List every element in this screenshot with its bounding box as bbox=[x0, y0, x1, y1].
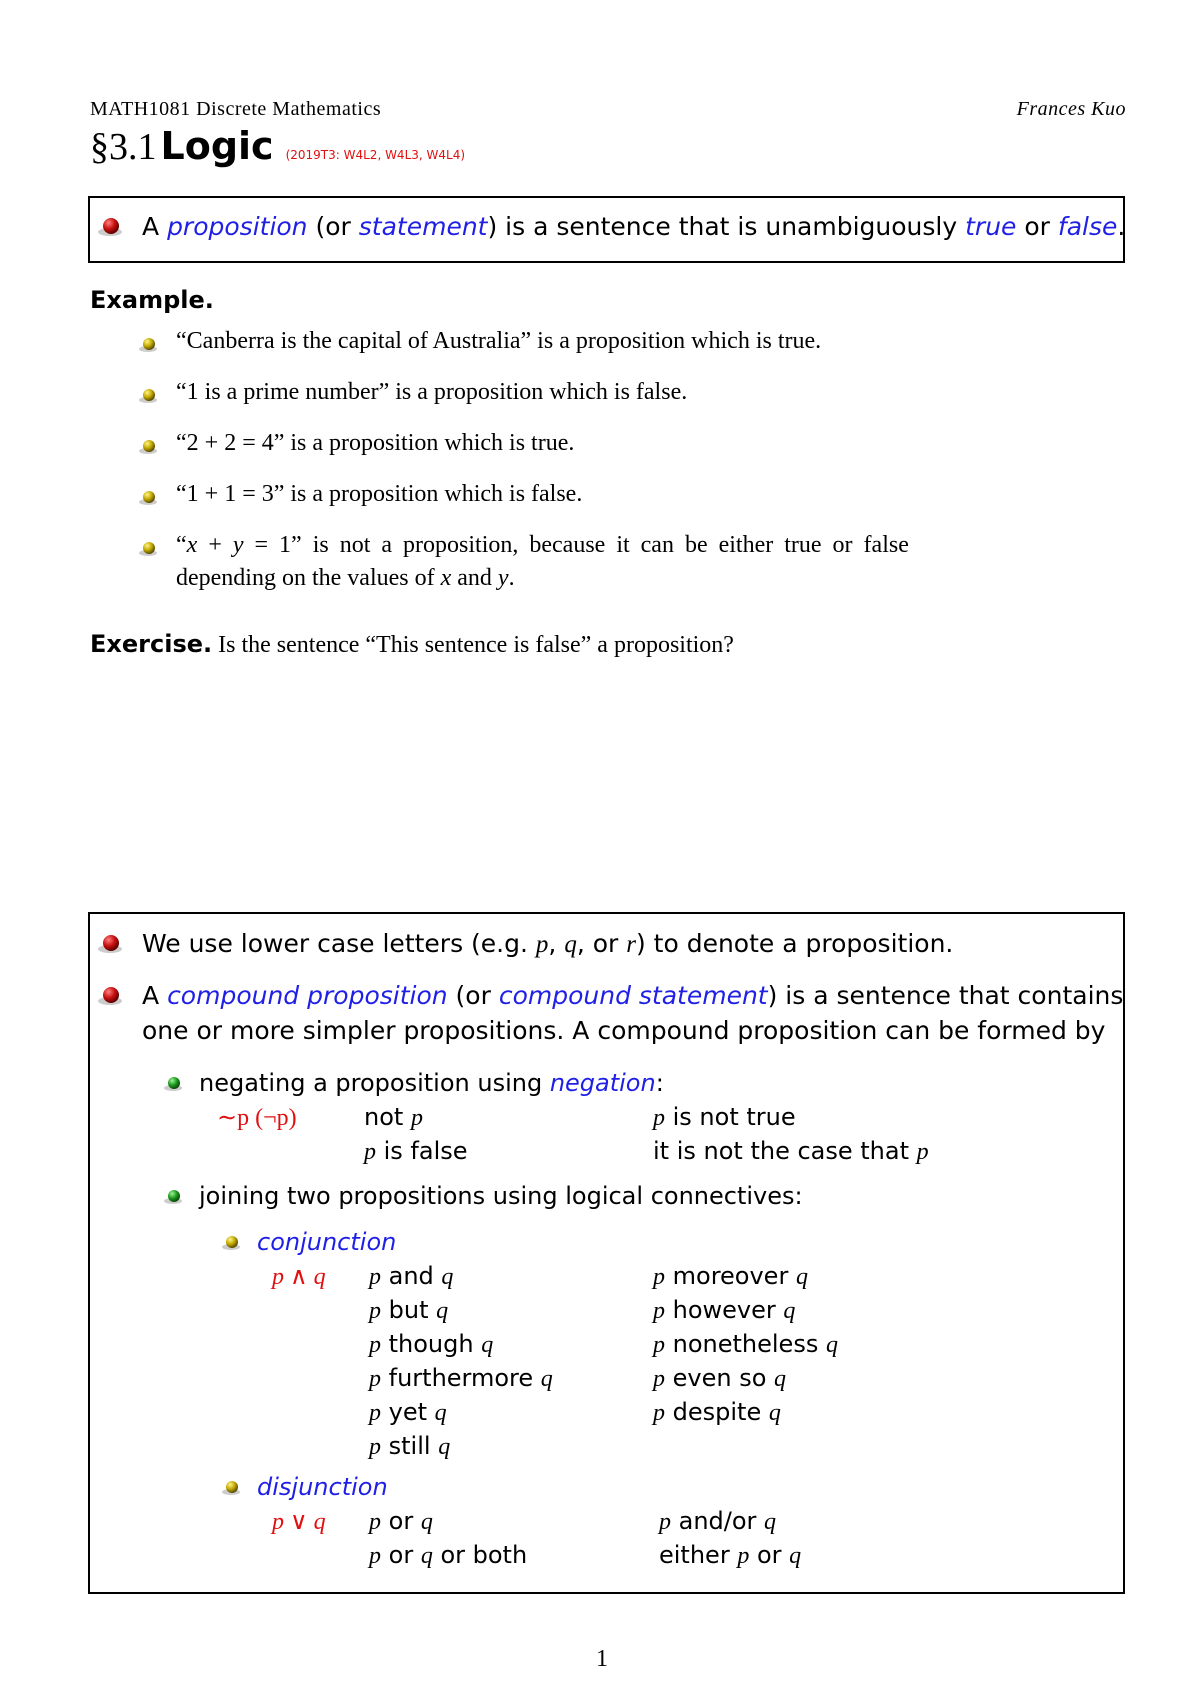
green-bullet-icon bbox=[162, 1188, 184, 1206]
math-var: q bbox=[774, 1366, 787, 1392]
math-var: q bbox=[795, 1264, 808, 1290]
conjunction-phrase bbox=[653, 1330, 838, 1359]
math-var: p bbox=[369, 1264, 381, 1290]
text: ) to denote a proposition. bbox=[635, 929, 954, 958]
text: “ bbox=[176, 532, 187, 558]
math-var: p bbox=[369, 1543, 381, 1569]
section-title: Logic bbox=[160, 124, 274, 168]
example-item-continued bbox=[176, 565, 515, 592]
math-var: q bbox=[564, 931, 577, 958]
yellow-bullet-icon bbox=[220, 1479, 242, 1497]
conjunction-phrase bbox=[369, 1432, 450, 1461]
math-var: x bbox=[186, 532, 198, 558]
compound-box bbox=[88, 912, 1125, 1594]
text: (or bbox=[307, 212, 359, 241]
math-var: q bbox=[436, 1298, 449, 1324]
math-var: q bbox=[825, 1332, 838, 1358]
math-var: p bbox=[653, 1105, 665, 1131]
conjunction-phrase bbox=[653, 1296, 795, 1325]
text: despite bbox=[665, 1398, 769, 1426]
text: it is not the case that bbox=[653, 1137, 917, 1165]
conjunction-phrase bbox=[369, 1398, 447, 1427]
math-var: p bbox=[737, 1543, 750, 1569]
yellow-bullet-icon bbox=[137, 438, 159, 456]
math-var: q bbox=[783, 1298, 796, 1324]
math-var: q bbox=[434, 1400, 447, 1426]
example-item: “2 + 2 = 4” is a proposition which is true. bbox=[176, 430, 575, 456]
term-disjunction: disjunction bbox=[257, 1473, 388, 1501]
math-var: q bbox=[420, 1543, 433, 1569]
definition-text bbox=[142, 212, 1125, 241]
text: ) is a sentence that is unambiguously bbox=[487, 212, 966, 241]
conjunction-phrase bbox=[369, 1330, 493, 1359]
conjunction-symbol: p ∧ q bbox=[272, 1264, 326, 1290]
term-negation: negation bbox=[549, 1069, 656, 1097]
negation-phrase bbox=[364, 1103, 423, 1132]
text: nonetheless bbox=[665, 1330, 826, 1358]
term-statement: statement bbox=[358, 212, 488, 241]
text: or bbox=[381, 1541, 421, 1569]
bullet-lowercase bbox=[142, 929, 953, 959]
text: is not true bbox=[665, 1103, 796, 1131]
math-var: p bbox=[364, 1139, 376, 1165]
text: . bbox=[508, 565, 515, 591]
math-var: r bbox=[626, 931, 636, 958]
red-bullet-icon bbox=[96, 216, 124, 238]
math-var: q bbox=[768, 1400, 781, 1426]
text: (or bbox=[447, 981, 499, 1010]
disjunction-symbol: p ∨ q bbox=[272, 1509, 326, 1535]
math-var: q bbox=[441, 1264, 454, 1290]
math-var: p bbox=[369, 1434, 381, 1460]
text: . bbox=[1117, 212, 1126, 241]
math-var: p bbox=[369, 1298, 381, 1324]
text: , or bbox=[576, 929, 627, 958]
example-item: “Canberra is the capital of Australia” is a proposition which is true. bbox=[176, 328, 822, 354]
text: and bbox=[381, 1262, 442, 1290]
section-note: (2019T3: W4L2, W4L3, W4L4) bbox=[285, 148, 466, 162]
text: or bbox=[1016, 212, 1058, 241]
math-var: p bbox=[410, 1105, 423, 1131]
math-var: x bbox=[440, 565, 452, 591]
math-var: q bbox=[789, 1543, 802, 1569]
text: = 1” is not a proposition, because it can be either true or false bbox=[243, 532, 909, 558]
exercise bbox=[90, 630, 734, 659]
text: and/or bbox=[671, 1507, 765, 1535]
text: A bbox=[142, 981, 168, 1010]
negation-phrase bbox=[653, 1137, 929, 1166]
negation-intro bbox=[199, 1069, 664, 1097]
negation-phrase bbox=[653, 1103, 796, 1132]
conjunction-phrase bbox=[369, 1364, 553, 1393]
text: even so bbox=[665, 1364, 775, 1392]
math-var: y bbox=[232, 532, 244, 558]
example-heading: Example. bbox=[90, 286, 214, 314]
author-name: Frances Kuo bbox=[1016, 98, 1126, 120]
text: or bbox=[749, 1541, 790, 1569]
text: or both bbox=[432, 1541, 528, 1569]
text: or bbox=[381, 1507, 421, 1535]
disjunction-phrase bbox=[369, 1507, 433, 1536]
term-conjunction: conjunction bbox=[257, 1228, 397, 1256]
math-var: y bbox=[497, 565, 509, 591]
term-false: false bbox=[1057, 212, 1118, 241]
conjunction-phrase bbox=[369, 1296, 448, 1325]
conjunction-phrase bbox=[653, 1364, 786, 1393]
text: either bbox=[659, 1541, 738, 1569]
example-item: “1 + 1 = 3” is a proposition which is false. bbox=[176, 481, 583, 507]
bullet-compound bbox=[142, 981, 1123, 1010]
connectives-intro: joining two propositions using logical connectives: bbox=[199, 1182, 803, 1210]
math-var: q bbox=[481, 1332, 494, 1358]
text: A bbox=[142, 212, 168, 241]
math-var: p bbox=[653, 1366, 665, 1392]
yellow-bullet-icon bbox=[137, 336, 159, 354]
text: , bbox=[548, 929, 565, 958]
disjunction-phrase bbox=[659, 1507, 776, 1536]
yellow-bullet-icon bbox=[137, 489, 159, 507]
green-bullet-icon bbox=[162, 1075, 184, 1093]
section-heading bbox=[90, 124, 465, 169]
term-compound-proposition: compound proposition bbox=[167, 981, 448, 1010]
conjunction-phrase bbox=[653, 1398, 781, 1427]
red-bullet-icon bbox=[96, 985, 124, 1007]
math-var: p bbox=[369, 1332, 381, 1358]
text: and bbox=[451, 565, 498, 591]
math-var: p bbox=[653, 1332, 665, 1358]
math-var: p bbox=[916, 1139, 929, 1165]
math-var: q bbox=[420, 1509, 433, 1535]
text: ) is a sentence that contains bbox=[767, 981, 1124, 1010]
conjunction-phrase bbox=[653, 1262, 808, 1291]
red-bullet-icon bbox=[96, 933, 124, 955]
example-item: “1 is a prime number” is a proposition which is false. bbox=[176, 379, 688, 405]
text: furthermore bbox=[381, 1364, 541, 1392]
math-var: p bbox=[369, 1509, 381, 1535]
text: is false bbox=[376, 1137, 468, 1165]
math-var: p bbox=[653, 1298, 665, 1324]
text: moreover bbox=[665, 1262, 796, 1290]
disjunction-phrase bbox=[659, 1541, 801, 1570]
math-var: q bbox=[438, 1434, 451, 1460]
text: yet bbox=[381, 1398, 435, 1426]
math-var: p bbox=[659, 1509, 671, 1535]
bullet-compound-line2: one or more simpler propositions. A compound proposition can be formed by bbox=[142, 1016, 1106, 1045]
negation-symbol: ∼p (¬p) bbox=[217, 1105, 297, 1131]
text: depending on the values of bbox=[176, 565, 441, 591]
text: negating a proposition using bbox=[199, 1069, 550, 1097]
math-var: p bbox=[653, 1400, 665, 1426]
yellow-bullet-icon bbox=[220, 1234, 242, 1252]
yellow-bullet-icon bbox=[137, 540, 159, 558]
math-var: p bbox=[369, 1366, 381, 1392]
text: + bbox=[197, 532, 233, 558]
text: still bbox=[381, 1432, 439, 1460]
section-number: §3.1 bbox=[90, 126, 157, 168]
yellow-bullet-icon bbox=[137, 387, 159, 405]
math-var: p bbox=[653, 1264, 665, 1290]
math-var: q bbox=[540, 1366, 553, 1392]
math-var: p bbox=[535, 931, 549, 958]
text: We use lower case letters (e.g. bbox=[142, 929, 536, 958]
text: not bbox=[364, 1103, 411, 1131]
example-item bbox=[176, 532, 909, 559]
term-proposition: proposition bbox=[167, 212, 308, 241]
course-title: MATH1081 Discrete Mathematics bbox=[90, 98, 382, 120]
math-var: q bbox=[764, 1509, 777, 1535]
text: but bbox=[381, 1296, 437, 1324]
negation-phrase bbox=[364, 1137, 468, 1166]
disjunction-phrase bbox=[369, 1541, 527, 1570]
math-var: p bbox=[369, 1400, 381, 1426]
text: however bbox=[665, 1296, 784, 1324]
conjunction-phrase bbox=[369, 1262, 453, 1291]
term-compound-statement: compound statement bbox=[498, 981, 768, 1010]
exercise-heading: Exercise. bbox=[90, 630, 213, 658]
exercise-text: Is the sentence “This sentence is false” a proposition? bbox=[218, 632, 734, 658]
page-number: 1 bbox=[596, 1646, 608, 1672]
term-true: true bbox=[965, 212, 1017, 241]
text: : bbox=[655, 1069, 664, 1097]
text: though bbox=[381, 1330, 482, 1358]
